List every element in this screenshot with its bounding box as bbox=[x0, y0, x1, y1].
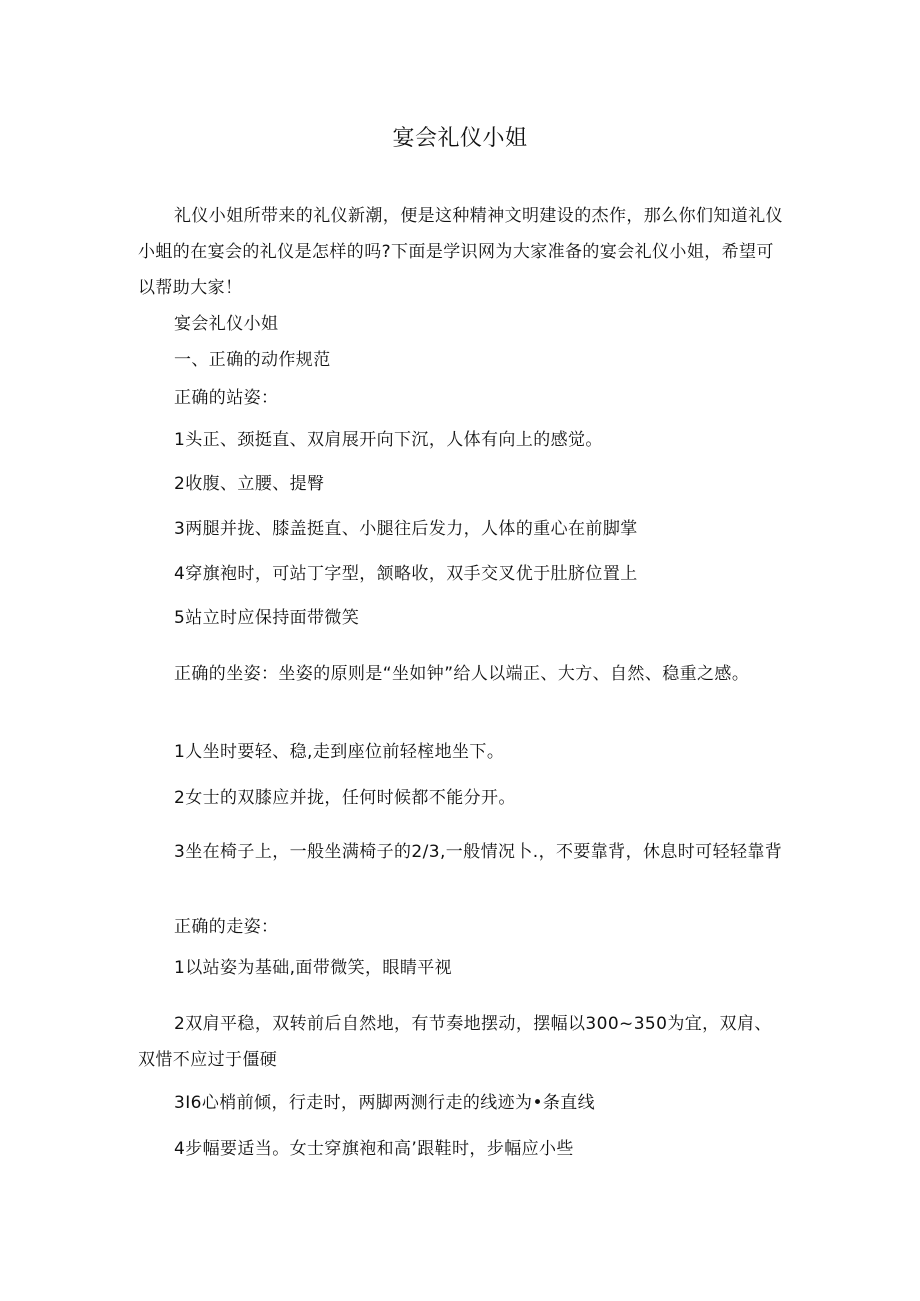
document-title: 宴会礼仪小姐 bbox=[392, 126, 528, 151]
sitting-item: 3坐在椅子上，一般坐满椅子的2/3,一般情况卜.，不要靠背，休息时可轻轻靠背 bbox=[174, 842, 783, 862]
section-heading: 一、正确的动作规范 bbox=[174, 350, 331, 370]
walking-item: 1以站姿为基础,面带微笑，眼睛平视 bbox=[174, 958, 453, 978]
standing-item: 1头正、颈挺直、双肩展开向下沉，人体有向上的感觉。 bbox=[174, 430, 603, 450]
walking-heading: 正确的走姿： bbox=[174, 917, 279, 937]
sitting-heading: 正确的坐姿：坐姿的原则是“坐如钟”给人以端正、大方、自然、稳重之感。 bbox=[174, 664, 750, 684]
standing-item: 4穿旗袍时，可站丁字型，颔略收，双手交叉优于肚脐位置上 bbox=[174, 564, 638, 584]
sitting-item: 2女士的双膝应并拢，任何时候都不能分开。 bbox=[174, 788, 516, 808]
intro-paragraph: 礼仪小姐所带来的礼仪新潮，便是这种精神文明建设的杰作，那么你们知道礼仪小蛆的在宴会的礼仪是怎样的吗?下面是学识网为大家准备的宴会礼仪小姐，希望可以帮助大家！ bbox=[138, 206, 783, 298]
subtitle: 宴会礼仪小姐 bbox=[174, 314, 279, 334]
standing-item: 3两腿并拢、膝盖挺直、小腿往后发力，人体的重心在前脚掌 bbox=[174, 519, 638, 539]
walking-item: 4步幅要适当。女士穿旗袍和高’跟鞋时，步幅应小些 bbox=[174, 1139, 574, 1159]
walking-item: 3I6心梢前倾，行走时，两脚两测行走的线迹为•条直线 bbox=[174, 1093, 596, 1113]
walking-item: 2双肩平稳，双转前后自然地，有节奏地摆动，摆幅以300~350为宜，双肩、双惜不应过于僵硬 bbox=[138, 1014, 772, 1070]
sitting-item: 1人坐时要轻、稳,走到座位前轻榁地坐下。 bbox=[174, 742, 505, 762]
standing-item: 2收腹、立腰、提臀 bbox=[174, 474, 325, 494]
standing-heading: 正确的站姿： bbox=[174, 388, 279, 408]
standing-item: 5站立时应保持面带微笑 bbox=[174, 608, 360, 628]
